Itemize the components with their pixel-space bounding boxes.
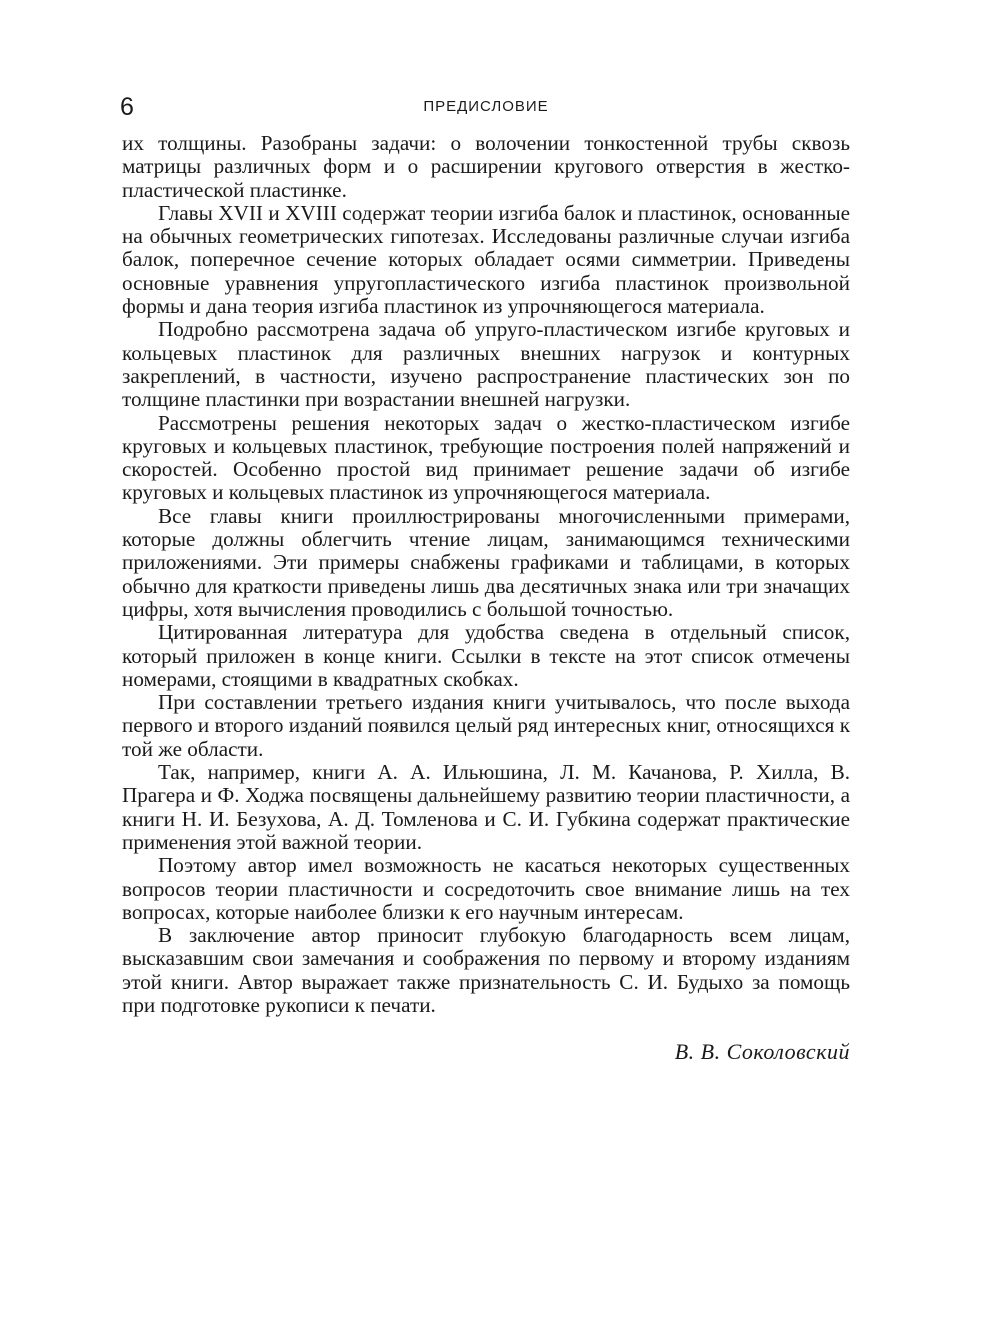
paragraph: Рассмотрены решения некоторых задач о жестко-пластическом изгибе круговых и кольцевых пластинок, требующие построения полей напряжений и скоростей. Особенно простой вид принимает решение задачи об изгибе круговых и кольцевых пластинок из упрочняющегося материала. (122, 410, 850, 505)
running-header (122, 92, 850, 122)
paragraph: Все главы книги проиллюстрированы многочисленными примерами, которые должны облегчить чтение лицам, занимающимся техническими приложениями. Эти примеры снабжены графиками и таблицами, в которых обычно для краткости приведены лишь два десятичных знака или три значащих цифры, хотя вычисления проводились с большой точностью. (122, 503, 850, 621)
book-page (122, 92, 850, 1065)
paragraph: В заключение автор приносит глубокую благодарность всем лицам, высказавшим свои замечания и соображения по первому и второму изданиям этой книги. Автор выражает также признательность С. И. Будыхо за помощь при подготовке рукописи к печати. (122, 923, 850, 1017)
paragraph: Так, например, книги А. А. Ильюшина, Л. М. Качанова, Р. Хилла, В. Прагера и Ф. Ходжа посвящены дальнейшему развитию теории пластичности, а книги Н. И. Безухова, А. Д. Томленова и С. И. Губкина содержат практические применения этой важной теории. (122, 760, 850, 854)
author-signature: В. В. Соколовский (674, 1039, 850, 1065)
paragraph: При составлении третьего издания книги учитывалось, что после выхода первого и второго изданий появился целый ряд интересных книг, относящихся к той же области. (122, 690, 850, 761)
paragraph: Поэтому автор имел возможность не касаться некоторых существенных вопросов теории пластичности и сосредоточить свое внимание лишь на тех вопросах, которые наиболее близки к его научным интересам. (122, 853, 850, 924)
section-title: ПРЕДИСЛОВИЕ (423, 98, 549, 115)
paragraph: Цитированная литература для удобства сведена в отдельный список, который приложен в конце книги. Ссылки в тексте на этот список отмечены номерами, стоящими в квадратных скобках. (122, 620, 850, 691)
page-number: 6 (120, 93, 134, 121)
body-text (122, 132, 850, 1017)
paragraph: Главы XVII и XVIII содержат теории изгиба балок и пластинок, основанные на обычных геометрических гипотезах. Исследованы различные случаи изгиба балок, поперечное сечение которых обладает осями симметрии. Приведены основные уравнения упругопластического изгиба пластинок произвольной формы и дана теория изгиба пластинок из упрочняющегося материала. (122, 200, 850, 319)
paragraph: их толщины. Разобраны задачи: о волочении тонкостенной трубы сквозь матрицы различных форм и о расширении кругового отверстия в жестко-пластической пластинке. (122, 131, 850, 202)
paragraph: Подробно рассмотрена задача об упруго-пластическом изгибе круговых и кольцевых пластинок для различных внешних нагрузок и контурных закреплений, в частности, изучено распространение пластических зон по толщине пластинки при возрастании внешней нагрузки. (122, 317, 850, 412)
